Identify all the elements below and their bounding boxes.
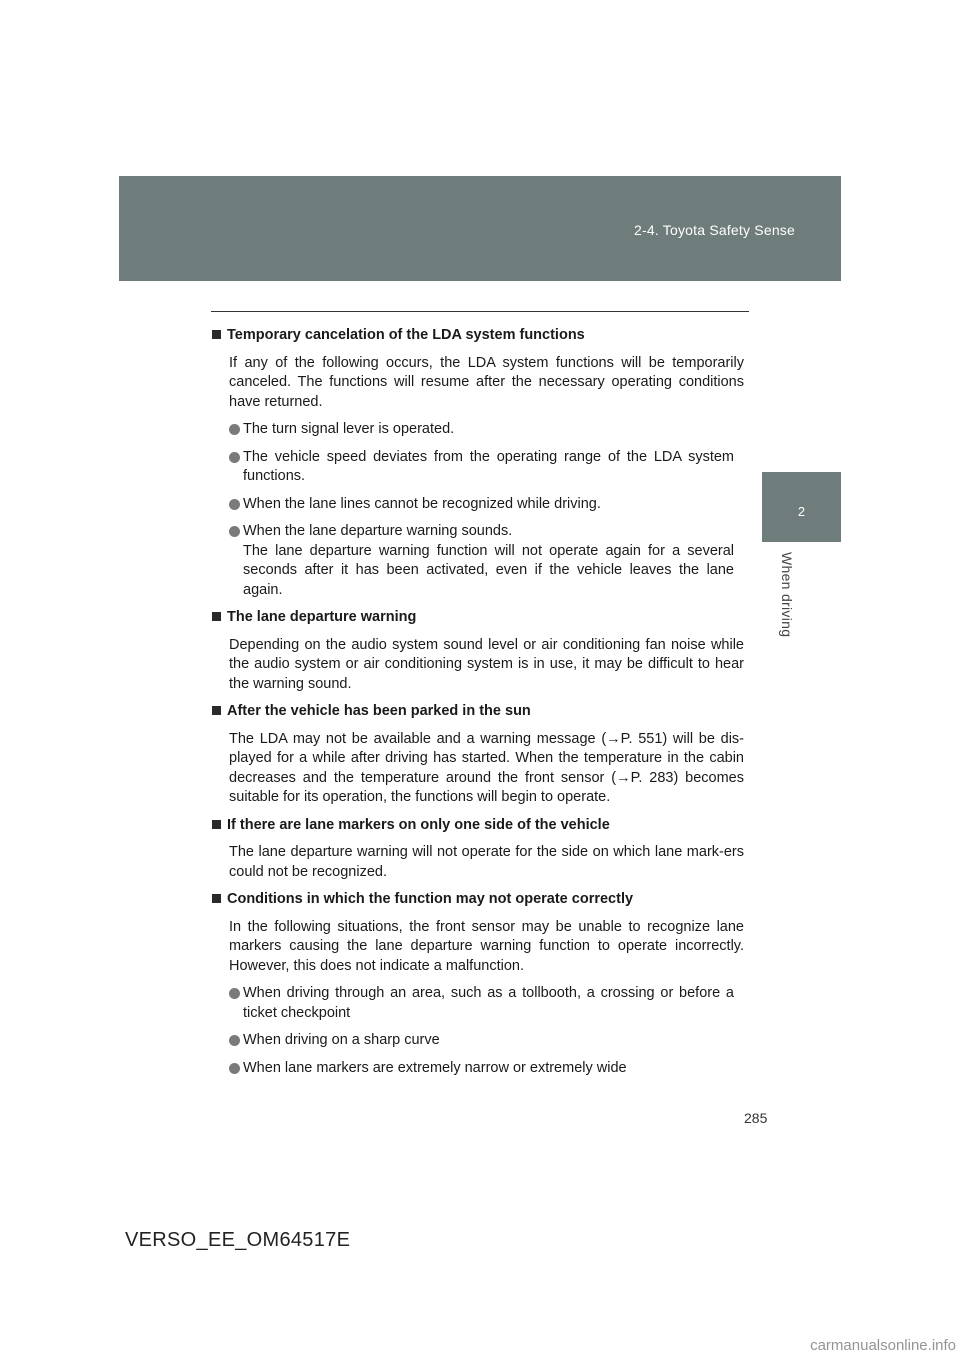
content (212, 326, 744, 1078)
section-heading: If there are lane markers on only one side of the vehicle (212, 816, 744, 836)
header-band (119, 176, 841, 281)
section-title: 2-4. Toyota Safety Sense (634, 222, 795, 238)
bullet-item: When the lane lines cannot be recognized while driving. (243, 495, 744, 515)
section-paragraph: If any of the following occurs, the LDA system functions will be temporarily canceled. The functions will resume after the necessary operating conditions have returned. (229, 354, 744, 410)
section-heading: After the vehicle has been parked in the sun (212, 702, 744, 722)
circle-bullet-icon (229, 424, 240, 435)
circle-bullet-icon (229, 1035, 240, 1046)
circle-bullet-icon (229, 499, 240, 510)
top-rule (211, 311, 749, 312)
section-paragraph: The LDA may not be available and a warning message (→P. 551) will be dis-played for a while after driving has started. When the temperature in the cabin decreases and the temperature around the front sensor (→P. 283) becomes suitable for its operation, the functions will begin to operate. (229, 730, 744, 805)
square-bullet-icon (212, 330, 221, 339)
chapter-label: When driving (779, 552, 795, 638)
chapter-number: 2 (797, 504, 806, 519)
chapter-tab (762, 472, 841, 542)
bullet-item: When driving on a sharp curve (243, 1031, 744, 1051)
section-paragraph: The lane departure warning will not operate for the side on which lane mark-ers could not be recognized. (229, 844, 744, 880)
square-bullet-icon (212, 820, 221, 829)
page-number: 285 (744, 1110, 768, 1126)
watermark: carmanualsonline.info (810, 1337, 956, 1354)
circle-bullet-icon (229, 988, 240, 999)
section-paragraph: Depending on the audio system sound level or air conditioning fan noise while the audio system or air conditioning system is in use, it may be difficult to hear the warning sound. (229, 636, 744, 692)
circle-bullet-icon (229, 1063, 240, 1074)
circle-bullet-icon (229, 452, 240, 463)
section-paragraph: In the following situations, the front sensor may be unable to recognize lane markers causing the lane departure warning function to operate incorrectly. However, this does not indicate a malfunction. (229, 918, 744, 974)
document-code: VERSO_EE_OM64517E (125, 1229, 351, 1251)
bullet-item: When lane markers are extremely narrow or extremely wide (243, 1059, 744, 1079)
circle-bullet-icon (229, 526, 240, 537)
bullet-item: The vehicle speed deviates from the operating range of the LDA system functions. (243, 448, 744, 487)
section-heading: The lane departure warning (212, 608, 744, 628)
square-bullet-icon (212, 894, 221, 903)
bullet-item: When the lane departure warning sounds. The lane departure warning function will not operate again for a several seconds after it has been activated, even if the vehicle leaves the lane again. (243, 522, 744, 600)
square-bullet-icon (212, 612, 221, 621)
section-heading: Conditions in which the function may not operate correctly (212, 890, 744, 910)
bullet-item: The turn signal lever is operated. (243, 420, 744, 440)
section-heading: Temporary cancelation of the LDA system functions (212, 326, 744, 346)
bullet-item: When driving through an area, such as a tollbooth, a crossing or before a ticket checkpoint (243, 984, 744, 1023)
square-bullet-icon (212, 706, 221, 715)
